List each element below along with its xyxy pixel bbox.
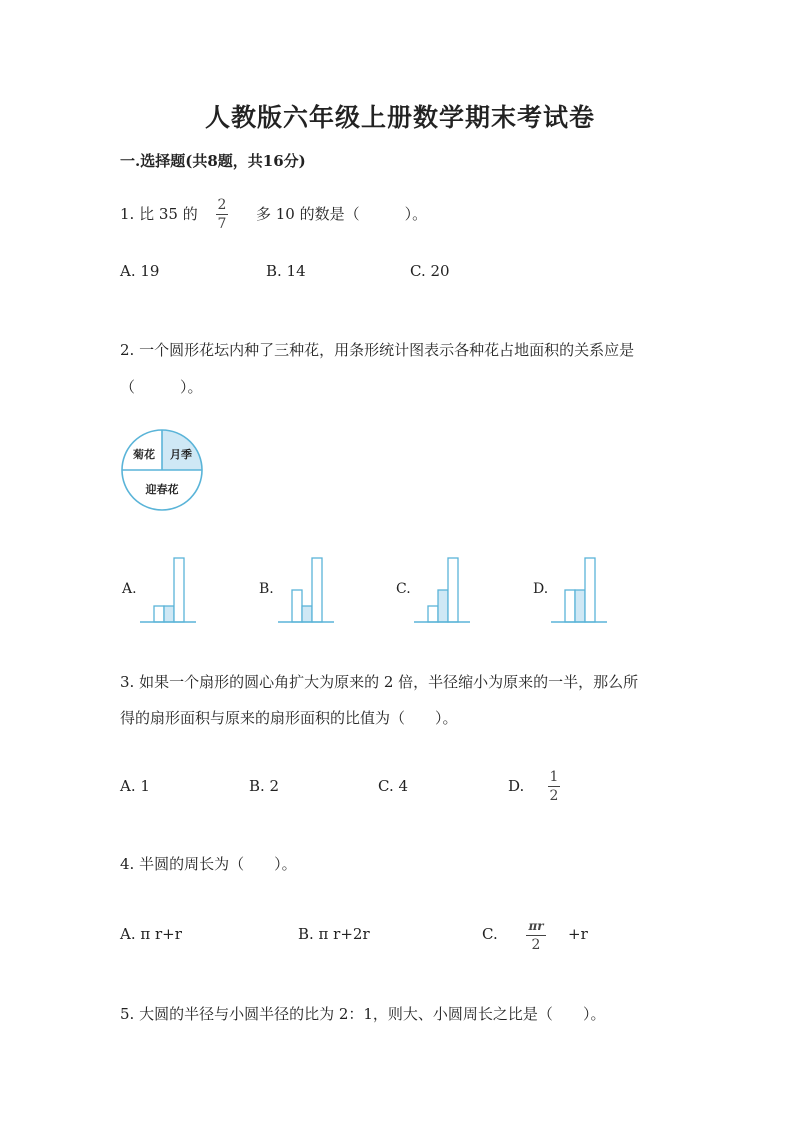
bar-group-a xyxy=(154,558,184,622)
q2-text-line2: （ ）。 xyxy=(120,378,203,396)
q2-option-c[interactable]: C. xyxy=(396,581,411,597)
q3-option-d[interactable]: D. xyxy=(508,777,525,795)
q1-option-a[interactable]: A. 19 xyxy=(120,262,160,280)
q1-fraction-denominator: 7 xyxy=(217,216,227,232)
q2-bar-chart-a[interactable] xyxy=(138,550,198,626)
q1-fraction xyxy=(216,197,228,232)
q4-option-c[interactable]: C. xyxy=(482,925,498,943)
q4-fraction-numerator: πr xyxy=(528,919,544,933)
q2-option-a[interactable]: A. xyxy=(122,581,137,597)
q3-option-a[interactable]: A. 1 xyxy=(120,777,150,795)
q3-text-line2: 得的扇形面积与原来的扇形面积的比值为（ ）。 xyxy=(120,709,458,727)
q1-fraction-numerator: 2 xyxy=(217,197,227,213)
q3-fraction-numerator: 1 xyxy=(549,769,559,785)
q4-option-a[interactable]: A. π r+r xyxy=(120,925,182,943)
q4-text: 4. 半圆的周长为（ ）。 xyxy=(120,855,297,873)
q3-option-c[interactable]: C. 4 xyxy=(378,777,409,795)
q2-text-line1: 2. 一个圆形花坛内种了三种花，用条形统计图表示各种花占地面积的关系应是 xyxy=(120,341,635,359)
q2-bar-chart-c[interactable] xyxy=(412,550,472,626)
bar-b-3 xyxy=(312,558,322,622)
q2-option-d[interactable]: D. xyxy=(533,581,549,597)
q4-option-b[interactable]: B. π r+2r xyxy=(298,925,370,943)
q1-option-b[interactable]: B. 14 xyxy=(266,262,306,280)
bar-a-3 xyxy=(174,558,184,622)
pie-label-yingchunhua: 迎春花 xyxy=(145,483,179,496)
page-title: 人教版六年级上册数学期末考试卷 xyxy=(204,103,595,132)
bar-group-d xyxy=(565,558,595,622)
q4-option-c-suffix: +r xyxy=(568,925,588,943)
bar-a-1 xyxy=(154,606,164,622)
q2-pie-figure xyxy=(120,428,204,512)
bar-c-3 xyxy=(448,558,458,622)
bar-b-2 xyxy=(302,606,312,622)
q1-option-c[interactable]: C. 20 xyxy=(410,262,450,280)
bar-a-2 xyxy=(164,606,174,622)
bar-group-b xyxy=(292,558,322,622)
bar-group-c xyxy=(428,558,458,622)
q4-fraction-denominator: 2 xyxy=(531,937,541,953)
q1-text-after: 多 10 的数是（ ）。 xyxy=(256,205,428,223)
section-heading: 一.选择题(共8题，共16分) xyxy=(120,152,306,170)
q3-option-b[interactable]: B. 2 xyxy=(249,777,280,795)
bar-c-1 xyxy=(428,606,438,622)
bar-d-2 xyxy=(575,590,585,622)
bar-c-2 xyxy=(438,590,448,622)
q3-option-d-fraction xyxy=(548,769,560,804)
bar-b-1 xyxy=(292,590,302,622)
q3-fraction-denominator: 2 xyxy=(549,788,559,804)
q5-text: 5. 大圆的半径与小圆半径的比为 2：1，则大、小圆周长之比是（ ）。 xyxy=(120,1005,606,1023)
bar-d-3 xyxy=(585,558,595,622)
q2-bar-chart-d[interactable] xyxy=(549,550,609,626)
q3-text-line1: 3. 如果一个扇形的圆心角扩大为原来的 2 倍，半径缩小为原来的一半，那么所 xyxy=(120,673,639,691)
q2-bar-chart-b[interactable] xyxy=(276,550,336,626)
q1-text-before: 1. 比 35 的 xyxy=(120,205,198,223)
pie-label-yueji: 月季 xyxy=(170,448,192,461)
q2-option-b[interactable]: B. xyxy=(259,581,274,597)
bar-d-1 xyxy=(565,590,575,622)
pie-label-juhua: 菊花 xyxy=(133,448,155,461)
q4-option-c-fraction xyxy=(526,918,546,953)
